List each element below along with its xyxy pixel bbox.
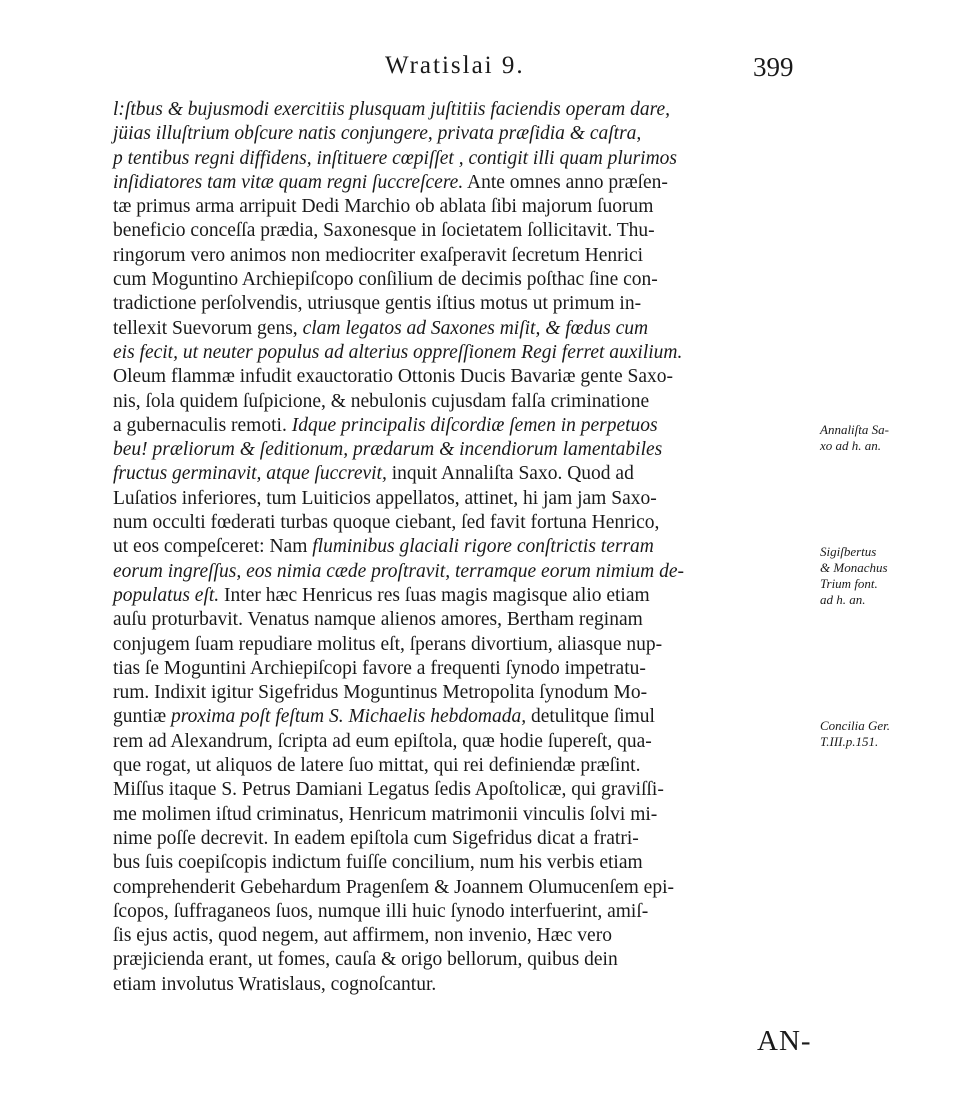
text-line [113,438,823,462]
margin-note-line: Concilia Ger. [820,718,891,733]
text-line [113,778,823,802]
text-segment: eis fecit, ut neuter populus ad alterius oppreſſionem Regi ferret auxilium. [113,341,683,363]
text-segment: que rogat, ut aliquos de latere ſuo mittat, qui rei definiendæ præſint. [113,755,641,777]
text-line [113,195,823,219]
text-segment: clam legatos ad Saxones miſit, & fœdus cum [302,317,649,339]
text-segment: beu! præliorum & ſeditionum, prædarum & incendiorum lamentabiles [113,439,663,461]
text-segment: tradictione perſolvendis, utriusque gentis iſtius motus ut primum in- [113,293,642,315]
text-line [113,876,823,900]
margin-note-annalista [820,422,889,454]
text-line [113,147,823,171]
running-title: Wratislai 9. [385,52,525,79]
text-segment: etiam involutus Wratislaus, cognoſcantur. [113,973,437,995]
text-segment: tellexit Suevorum gens, [113,317,303,339]
margin-note-line: & Monachus [820,560,888,575]
text-segment: Miſſus itaque S. Petrus Damiani Legatus ſedis Apoſtolicæ, qui graviſſi- [113,779,664,801]
margin-note-line: xo ad h. an. [820,438,882,453]
text-segment: populatus eſt. [113,584,220,606]
text-segment: jüias illuſtrium obſcure natis conjungere, privata præſidia & caſtra, [113,123,642,145]
text-segment: guntiæ [113,706,171,728]
text-line [113,535,823,559]
text-line [113,657,823,681]
text-segment: præjicienda erant, ut fomes, cauſa & origo bellorum, quibus dein [113,949,618,971]
text-line [113,705,823,729]
text-segment: inſidiatores tam vitæ quam regni ſuccreſcere. [113,171,464,193]
margin-note-line: Trium font. [820,576,878,591]
text-line [113,560,823,584]
text-segment: Inter hæc Henricus res ſuas magis magisque alio etiam [219,584,650,606]
text-line [113,341,823,365]
text-line [113,98,823,122]
text-line [113,317,823,341]
text-segment: conjugem ſuam repudiare molitus eſt, ſperans divortium, aliasque nup- [113,633,663,655]
text-segment: nime poſſe decrevit. In eadem epiſtola cum Sigefridus dicat a fratri- [113,827,639,849]
text-line [113,827,823,851]
text-line [113,292,823,316]
page-number: 399 [753,52,794,82]
text-segment: ſcopos, ſuffraganeos ſuos, numque illi huic ſynodo interfuerint, amiſ- [113,900,649,922]
text-line [113,244,823,268]
text-line [113,171,823,195]
text-line [113,487,823,511]
text-segment: bus ſuis coepiſcopis indictum fuiſſe concilium, num his verbis etiam [113,852,643,874]
text-segment: beneficio conceſſa prædia, Saxonesque in ſocietatem ſollicitavit. Thu- [113,220,655,242]
catchword: AN- [757,1025,812,1057]
text-line [113,511,823,535]
text-segment: ut eos compeſceret: Nam [113,536,313,558]
text-segment: auſu proturbavit. Venatus namque alienos amores, Bertham reginam [113,609,643,631]
text-segment: inquit Annaliſta Saxo. Quod ad [386,463,634,485]
text-segment: eorum ingreſſus, eos nimia cæde proſtravit, terramque eorum nimium de- [113,560,685,582]
text-segment: fluminibus glaciali rigore conſtrictis terram [312,536,654,558]
text-line [113,730,823,754]
margin-note-line: T.III.p.151. [820,734,879,749]
text-segment: Ante omnes anno præſen- [463,171,668,193]
text-segment: Idque principalis diſcordiæ ſemen in perpetuos [291,414,658,436]
text-line [113,681,823,705]
text-line [113,390,823,414]
margin-note-line: Annaliſta Sa- [820,422,889,437]
text-line [113,414,823,438]
text-segment: Luſatios inferiores, tum Luiticios appellatos, attinet, hi jam jam Saxo- [113,487,657,509]
margin-note-concilia [820,718,890,750]
text-line [113,948,823,972]
margin-note-line: Sigiſbertus [820,544,877,559]
text-segment: tias ſe Moguntini Archiepiſcopi favore a frequenti ſynodo impetratu- [113,657,646,679]
text-segment: proxima poſt feſtum S. Michaelis hebdomada, [170,706,527,728]
text-line [113,268,823,292]
text-segment: fructus germinavit, atque ſuccrevit, [113,463,387,485]
text-line [113,924,823,948]
text-segment: Oleum flammæ infudit exauctoratio Ottonis Ducis Bavariæ gente Saxo- [113,366,673,388]
text-segment: ſis ejus actis, quod negem, aut affirmem, non invenio, Hæc vero [113,925,612,947]
text-segment: me molimen iſtud criminatus, Henricum matrimonii vinculis ſolvi mi- [113,803,658,825]
text-line [113,900,823,924]
text-line [113,633,823,657]
text-segment: tæ primus arma arripuit Dedi Marchio ob ablata ſibi majorum ſuorum [113,196,654,218]
text-line [113,803,823,827]
text-line [113,851,823,875]
text-segment: cum Moguntino Archiepiſcopo conſilium de decimis poſthac ſine con- [113,269,658,291]
main-text-block [113,98,823,997]
text-segment: l:ſtbus & bujusmodi exercitiis plusquam juſtitiis faciendis operam dare, [113,99,670,120]
margin-note-sigisbertus [820,544,888,608]
text-line [113,754,823,778]
text-segment: nis, ſola quidem ſuſpicione, & nebulonis cujusdam falſa criminatione [113,390,650,412]
text-segment: comprehenderit Gebehardum Pragenſem & Joannem Olumucenſem epi- [113,876,674,898]
text-line [113,462,823,486]
margin-note-line: ad h. an. [820,592,866,607]
text-line [113,584,823,608]
text-segment: rem ad Alexandrum, ſcripta ad eum epiſtola, quæ hodie ſupereſt, qua- [113,730,652,752]
text-line [113,219,823,243]
text-line [113,973,823,997]
text-segment: a gubernaculis remoti. [113,414,292,436]
text-segment: num occulti fœderati turbas quoque ciebant, ſed favit fortuna Henrico, [113,512,660,534]
text-segment: p tentibus regni diffidens, inſtituere cœpiſſet , contigit illi quam plurimos [113,147,678,169]
text-line [113,365,823,389]
text-segment: detulitque ſimul [526,706,655,728]
text-segment: rum. Indixit igitur Sigefridus Moguntinus Metropolita ſynodum Mo- [113,682,648,704]
text-segment: ringorum vero animos non mediocriter exaſperavit ſecretum Henrici [113,244,644,266]
text-line [113,608,823,632]
text-line [113,122,823,146]
